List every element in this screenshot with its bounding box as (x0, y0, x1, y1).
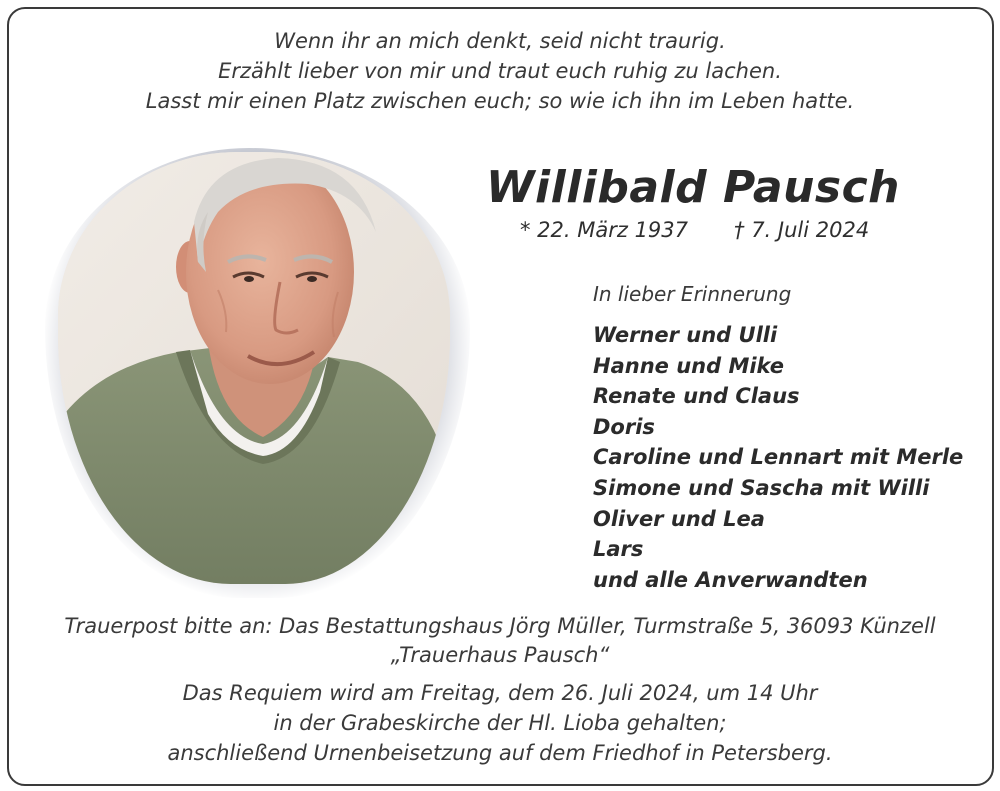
poem-line: Lasst mir einen Platz zwischen euch; so wie ich ihn im Leben hatte. (145, 89, 855, 113)
requiem-line: Das Requiem wird am Freitag, dem 26. Juli 2024, um 14 Uhr (182, 681, 818, 705)
poem-line: Wenn ihr an mich denkt, seid nicht traurig. (274, 29, 726, 53)
family-member: Lars (593, 537, 644, 562)
family-member: Doris (593, 414, 655, 439)
requiem-line: anschließend Urnenbeisetzung auf dem Friedhof in Petersberg. (167, 741, 833, 765)
mourning-mail-address (0, 612, 1000, 670)
life-dates (520, 218, 869, 242)
family-member: Simone und Sascha mit Willi (593, 475, 930, 500)
birth-date: * 22. März 1937 (520, 218, 689, 242)
family-list (593, 320, 963, 595)
requiem-notice (0, 678, 1000, 768)
requiem-line: in der Grabeskirche der Hl. Lioba gehalten; (273, 711, 727, 735)
family-member: Oliver und Lea (593, 506, 765, 531)
death-date: † 7. Juli 2024 (734, 218, 870, 242)
poem-line: Erzählt lieber von mir und traut euch ruhig zu lachen. (218, 59, 782, 83)
family-member: Renate und Claus (593, 384, 800, 409)
portrait-photo (58, 152, 450, 584)
post-line: Trauerpost bitte an: Das Bestattungshaus Jörg Müller, Turmstraße 5, 36093 Künzell (64, 614, 936, 638)
poem (0, 26, 1000, 116)
family-member: Hanne und Mike (593, 353, 784, 378)
family-member: Werner und Ulli (593, 323, 778, 347)
post-line: „Trauerhaus Pausch“ (390, 643, 610, 667)
memory-heading: In lieber Erinnerung (593, 282, 792, 306)
family-member: Caroline und Lennart mit Merle (593, 445, 964, 470)
family-member: und alle Anverwandten (593, 567, 868, 592)
deceased-name: Willibald Pausch (486, 162, 900, 213)
